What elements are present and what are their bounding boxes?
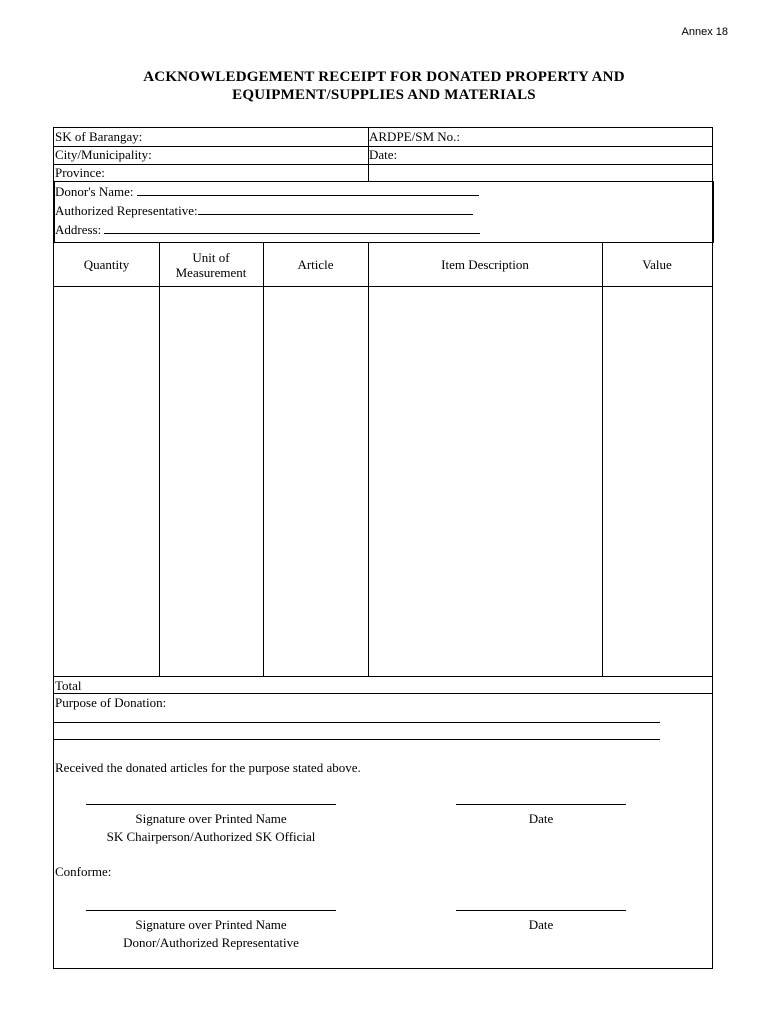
title-line-1: ACKNOWLEDGEMENT RECEIPT FOR DONATED PROPERTY AND [143, 69, 625, 85]
representative-label: Authorized Representative: [55, 203, 198, 218]
donor-signature-label: Signature over Printed Name [135, 917, 287, 932]
sk-signature-label: Signature over Printed Name [135, 811, 287, 826]
article-entry[interactable] [264, 287, 367, 675]
signature-line-donor[interactable] [86, 910, 336, 911]
purpose-label: Purpose of Donation: [55, 695, 167, 710]
representative-field[interactable] [55, 202, 473, 219]
sk-barangay-label: SK of Barangay: [55, 129, 143, 144]
header-column-divider [368, 128, 369, 182]
unit-entry[interactable] [160, 287, 262, 675]
sk-date-label: Date [528, 811, 554, 826]
unit-header-line-1: Unit of [192, 249, 230, 265]
item-description-header: Item Description [441, 257, 529, 272]
unit-header-line-2: Measurement [175, 264, 247, 280]
sk-signature-role: SK Chairperson/Authorized SK Official [106, 829, 316, 844]
unit-header [159, 243, 263, 286]
ardpe-no-label: ARDPE/SM No.: [369, 129, 461, 144]
donor-name-field[interactable] [55, 183, 479, 200]
total-row-top [54, 676, 712, 677]
receipt-form [53, 127, 713, 969]
donor-name-label: Donor's Name: [55, 184, 134, 199]
province-label: Province: [55, 165, 105, 180]
row-divider [54, 164, 712, 165]
annex-label: Annex 18 [681, 26, 728, 38]
address-label: Address: [55, 222, 102, 237]
city-label: City/Municipality: [55, 147, 152, 162]
donor-name-blank [137, 183, 479, 196]
title-line-2: EQUIPMENT/SUPPLIES AND MATERIALS [232, 87, 536, 103]
quantity-header: Quantity [83, 257, 130, 272]
representative-blank [198, 202, 473, 215]
value-entry[interactable] [603, 287, 711, 675]
value-header: Value [642, 257, 672, 272]
date-label: Date: [369, 147, 398, 162]
quantity-entry[interactable] [55, 287, 158, 675]
purpose-line-1[interactable] [54, 722, 660, 723]
total-label: Total [55, 678, 82, 693]
address-blank [104, 221, 480, 234]
document-title [0, 68, 768, 104]
donor-signature-role: Donor/Authorized Representative [123, 935, 299, 950]
purpose-line-2[interactable] [54, 739, 660, 740]
date-line-donor[interactable] [456, 910, 626, 911]
donor-date-label: Date [528, 917, 554, 932]
received-statement: Received the donated articles for the purpose stated above. [55, 760, 361, 775]
article-header: Article [297, 257, 334, 272]
signature-line-sk[interactable] [86, 804, 336, 805]
item-description-entry[interactable] [369, 287, 601, 675]
address-field[interactable] [55, 221, 480, 238]
conforme-label: Conforme: [55, 864, 112, 879]
date-line-sk[interactable] [456, 804, 626, 805]
